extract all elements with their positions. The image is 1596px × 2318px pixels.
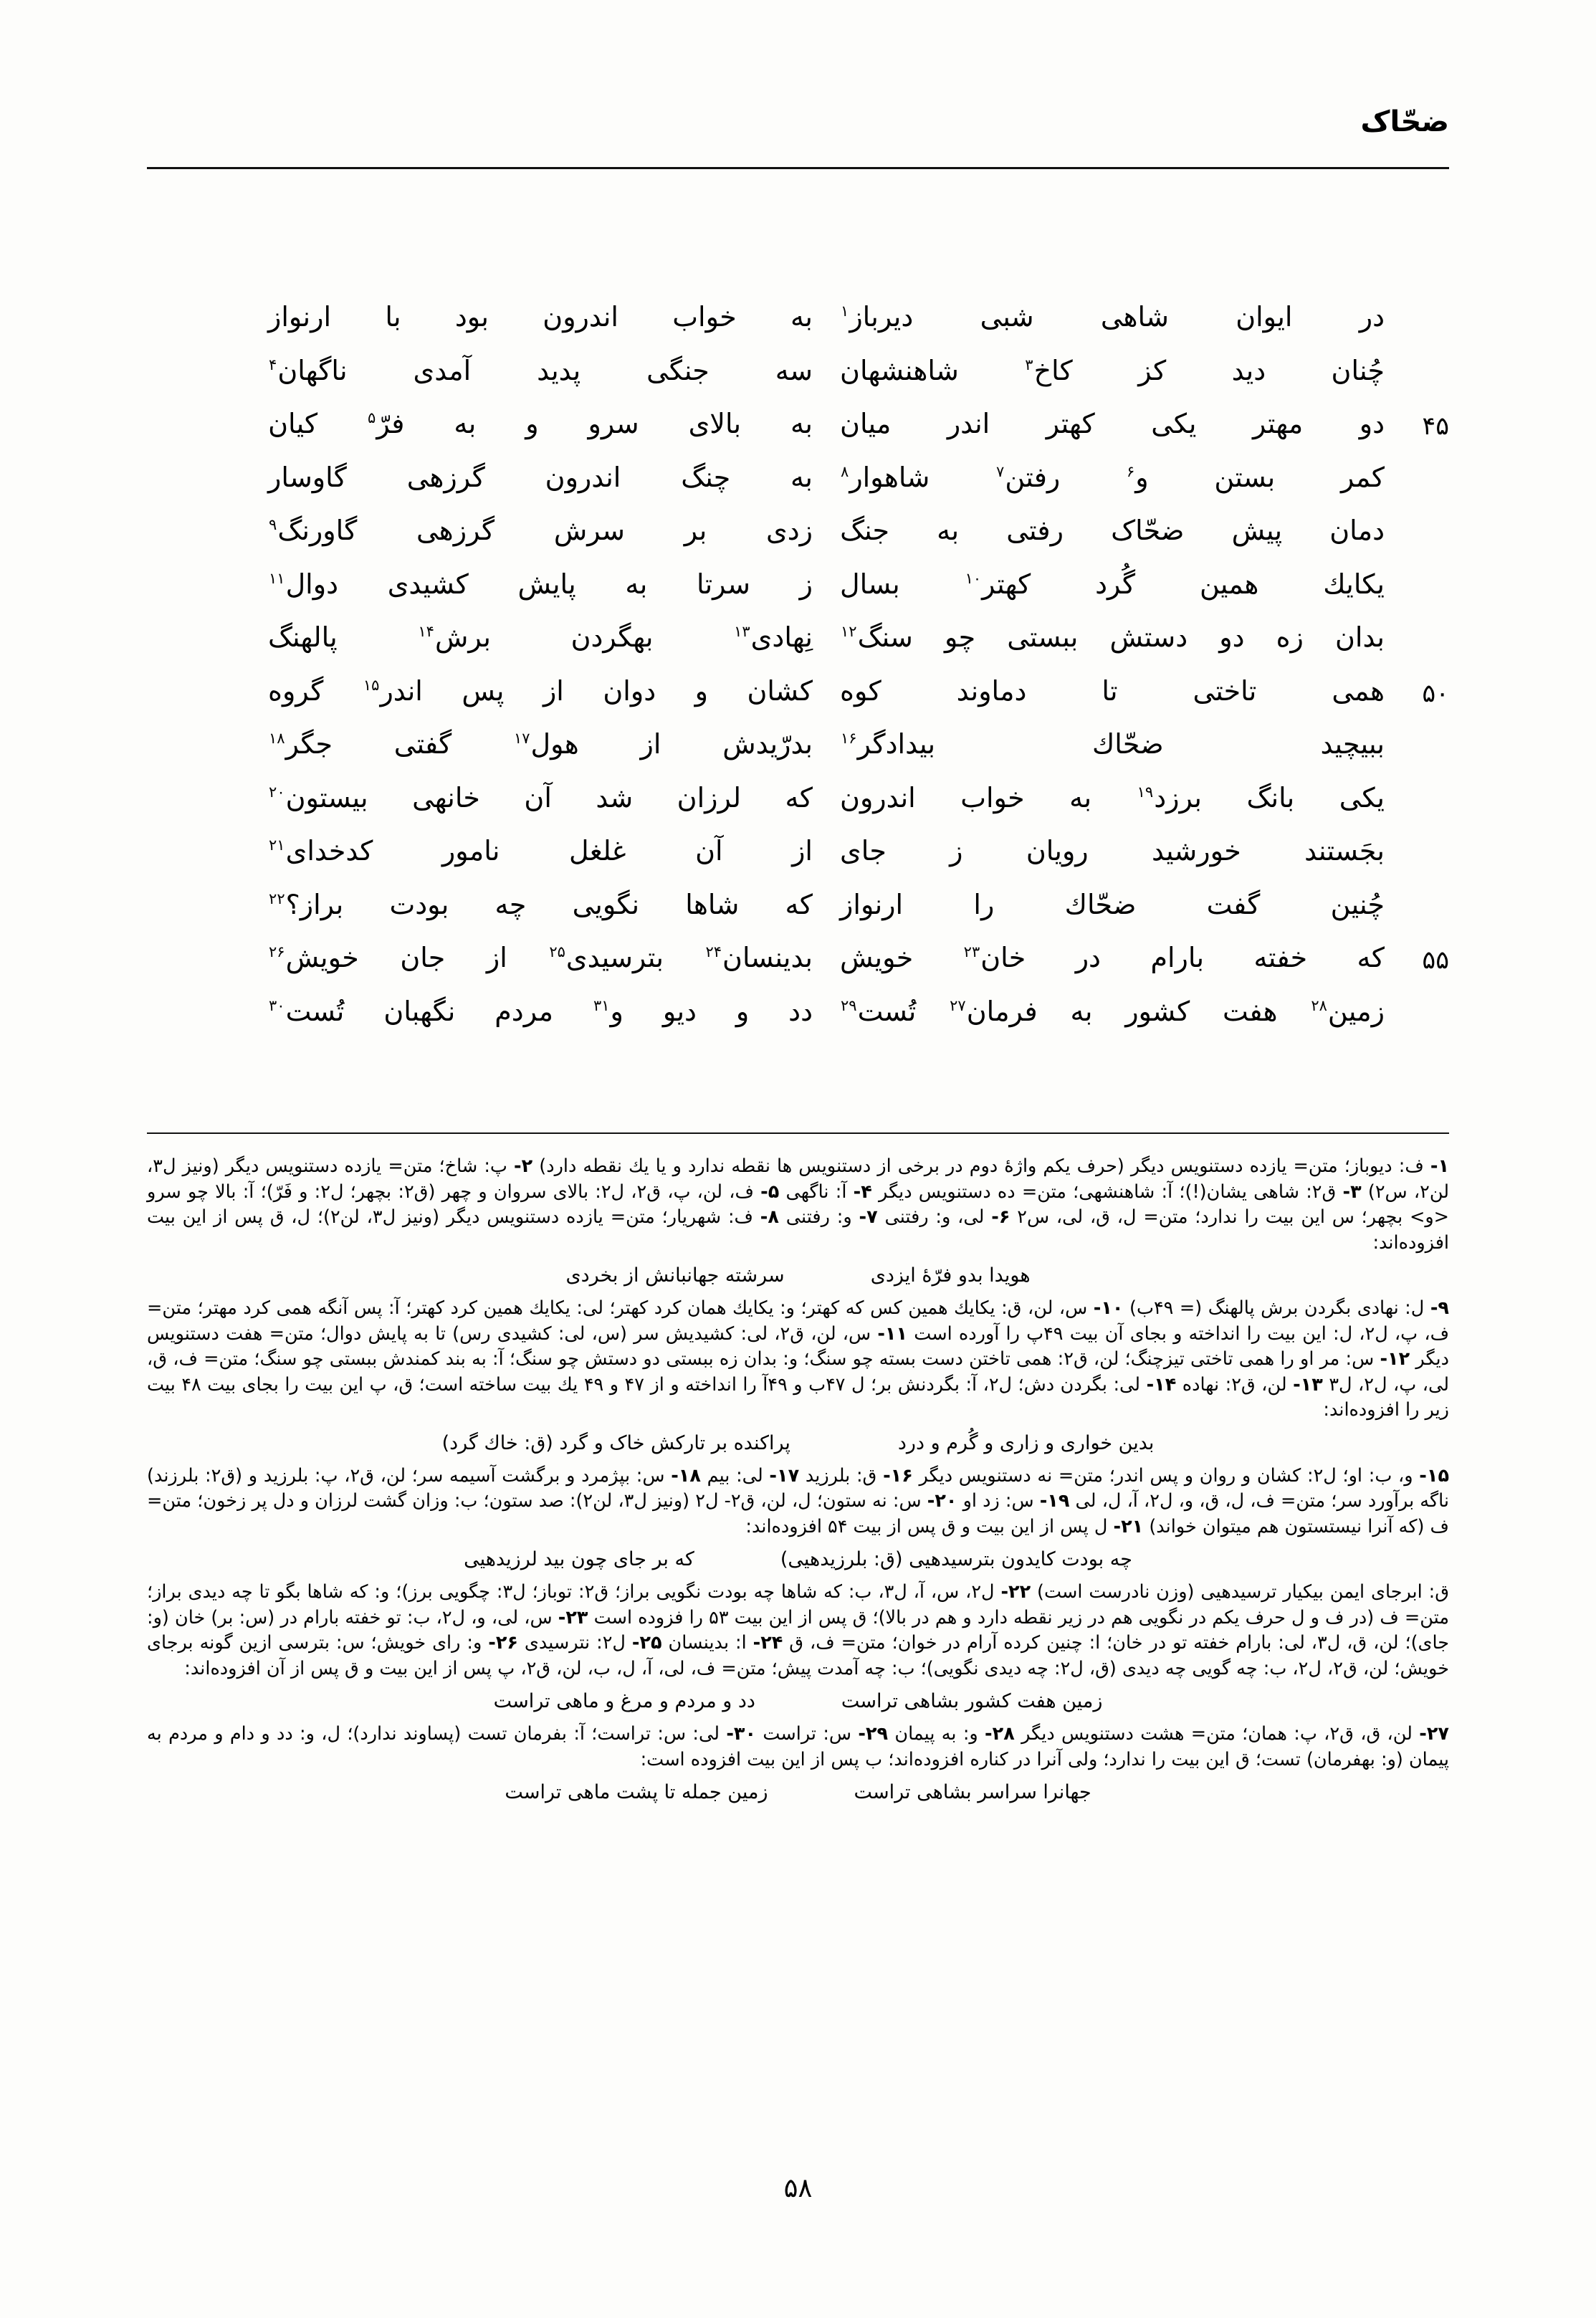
inset-hemistich-second: پراکنده بر تارکش خاک و گرد (ق: خاك گرد) bbox=[441, 1431, 790, 1454]
verse-word: ارنواز bbox=[268, 301, 332, 333]
verse-word: نگهبان bbox=[383, 995, 456, 1027]
verse-word: یکی bbox=[1339, 781, 1385, 814]
verse-word: گرزهی bbox=[406, 461, 485, 493]
verse-word: در bbox=[1359, 301, 1385, 333]
hemistich-first bbox=[826, 942, 1385, 973]
inset-hemistich-second: دد و مردم و مرغ و ماهی تراست bbox=[493, 1690, 755, 1712]
verse-word: شبی bbox=[980, 301, 1034, 333]
inset-hemistich-first: چه بودت کایدون بترسیدهیی (ق: بلرزیدهیی) bbox=[780, 1548, 1132, 1570]
verse-row bbox=[147, 835, 1449, 889]
apparatus-lemma: ۶- bbox=[991, 1206, 1010, 1228]
verse-word: کشور bbox=[1125, 995, 1190, 1027]
verse-word: شد bbox=[596, 781, 634, 814]
verse-row bbox=[147, 568, 1449, 622]
verse-word: ضحّاك bbox=[1091, 728, 1164, 760]
verse-row bbox=[147, 301, 1449, 355]
verse-number: ۵۰ bbox=[1422, 679, 1449, 708]
verse-word: از bbox=[486, 942, 507, 973]
verse-word: شاهوار$^۸$ bbox=[841, 461, 930, 493]
verse-word: نامور bbox=[441, 835, 500, 867]
footnote-marker: ۲۹ bbox=[841, 996, 857, 1014]
footnote-marker: ۲۳ bbox=[963, 943, 980, 961]
verse-word: لرزان bbox=[677, 781, 742, 814]
verse-word: آن bbox=[695, 835, 723, 867]
hemistich-second bbox=[268, 835, 826, 867]
verse-word: بدرّیدش bbox=[722, 728, 813, 760]
verse-number: ۴۵ bbox=[1422, 412, 1449, 441]
inset-hemistich-first: هویدا بدو فرّهٔ ایزدی bbox=[870, 1264, 1031, 1287]
hemistich-first bbox=[826, 782, 1385, 814]
apparatus-lemma: ۳- bbox=[1342, 1181, 1362, 1203]
verse-word: اندرون bbox=[543, 301, 618, 333]
verse-word: خورشید bbox=[1152, 835, 1241, 867]
verse-word: خان$^{۲۳}$ bbox=[963, 942, 1026, 973]
hemistich-first bbox=[826, 568, 1385, 600]
verse-word: فرّ$^۵$ bbox=[368, 408, 405, 439]
hemistich-first bbox=[826, 889, 1385, 920]
apparatus-lemma: ۸- bbox=[760, 1206, 779, 1228]
hemistich-first bbox=[826, 621, 1385, 653]
verse-word: ببستی bbox=[1007, 621, 1079, 653]
verse-word: میان bbox=[840, 408, 892, 439]
footnote-marker: ۲۶ bbox=[269, 943, 285, 961]
verse-word: تُست$^{۳۰}$ bbox=[269, 995, 345, 1027]
verse-number bbox=[1385, 996, 1449, 1000]
critical-apparatus bbox=[147, 1154, 1449, 1813]
verse-word: خانهی bbox=[412, 781, 480, 814]
verse-word: جنگی bbox=[646, 354, 709, 386]
footnote-marker: ۹ bbox=[269, 516, 277, 534]
footnote-marker: ۱۲ bbox=[841, 623, 857, 641]
hemistich-second bbox=[268, 782, 826, 814]
verse-row bbox=[147, 996, 1449, 1049]
apparatus-lemma: ۲۸- bbox=[985, 1723, 1015, 1745]
verse-word: دیو bbox=[662, 995, 697, 1027]
verse-word: چُنان bbox=[1331, 354, 1385, 386]
hemistich-first bbox=[826, 462, 1385, 493]
verse-word: فرمان$^{۲۷}$ bbox=[950, 995, 1038, 1027]
verse-word: رفتی bbox=[1006, 515, 1064, 546]
verse-row bbox=[147, 462, 1449, 515]
verse-number bbox=[1385, 728, 1449, 733]
verse-word: تا bbox=[1102, 674, 1118, 707]
verse-row bbox=[147, 515, 1449, 568]
verse-word: دماوند bbox=[956, 674, 1027, 707]
hemistich-second bbox=[268, 355, 826, 386]
apparatus-lemma: ۲- bbox=[514, 1155, 533, 1177]
inset-quoted-verse bbox=[147, 1423, 1449, 1464]
verse-word: جنگ bbox=[840, 515, 890, 546]
verse-word: در bbox=[1075, 942, 1101, 973]
verse-word: چنگ bbox=[681, 461, 731, 493]
verse-word: بیستون$^{۲۰}$ bbox=[269, 781, 368, 814]
verse-word: یکی bbox=[1151, 408, 1197, 439]
verse-word: سرش bbox=[553, 515, 626, 546]
verse-row bbox=[147, 355, 1449, 409]
verse-row bbox=[147, 942, 1449, 996]
apparatus-lemma: ۲۶- bbox=[488, 1632, 518, 1654]
verse-word: اندرون bbox=[545, 461, 621, 493]
verse-number bbox=[1385, 515, 1449, 519]
footnote-marker: ۶ bbox=[1126, 462, 1135, 480]
folio-number: ۵۸ bbox=[783, 2172, 813, 2203]
verse-word: ایوان bbox=[1236, 301, 1293, 333]
verse-word: دمان bbox=[1329, 515, 1385, 546]
verse-word: جای bbox=[840, 835, 887, 867]
running-head: ضحّاک bbox=[1360, 105, 1449, 138]
apparatus-lemma: ۲۲- bbox=[1000, 1581, 1031, 1603]
hemistich-first bbox=[826, 996, 1385, 1027]
verse-word: دید bbox=[1231, 354, 1266, 386]
verse-word: بهگردن bbox=[570, 621, 654, 653]
verse-word: دستش bbox=[1109, 621, 1188, 653]
verse-word: کشیدی bbox=[387, 568, 469, 600]
apparatus-lemma: ۱۷- bbox=[769, 1464, 800, 1487]
verse-word: گُرد bbox=[1095, 568, 1136, 600]
verse-word: هفت bbox=[1222, 995, 1278, 1027]
hemistich-second bbox=[268, 621, 826, 653]
verse-word: آن bbox=[524, 781, 552, 814]
verse-word: همی bbox=[1332, 674, 1385, 707]
verse-word: پدید bbox=[537, 354, 581, 386]
verse-row bbox=[147, 675, 1449, 729]
apparatus-lemma: ۲۱- bbox=[1113, 1515, 1144, 1537]
verse-word: خفته bbox=[1253, 942, 1308, 973]
apparatus-lemma: ۲۹- bbox=[858, 1723, 889, 1745]
verse-word: دو bbox=[1219, 621, 1245, 653]
apparatus-paragraph: ق: ابرجای ایمن بیكیار ترسیدهیی (وزن نادرست است) ۲۲- ل۲، س، آ، ل۳، ب: که شاها چه بودت نگویی براز؛ ق۲: توباز؛ ل۳: چگویی برز)؛ و: که شاها بگو تا چه دیدی براز؛ متن= ف (در ف و ل حرف یكم در نگویی هم در زیر نقطه دارد و هم در بالا)؛ ق پس از این بیت ۵۳ را فزوده است ۲۳- س، لی، و، ل۲، ب: تو خفته بارام در (س: بر) خان (و: جای)؛ لن، ق، ل۳، لی: بارام خفته تو در خان؛ ا: چنین کرده آرام در خوان؛ متن= ف، ق ۲۴- ا: بدینسان ۲۵- ل۲: نترسیدی ۲۶- و: رای خویش؛ س: بترسی ازین گونه برجای خویش؛ لن، ق۲، ل۲، ب: چه گویی چه دیدی (ق، ل۲: چه دیدی نگویی)؛ ب: چه آمدت پیش؛ متن= ف، لی، آ، ل، ب، لن، ق۲، پ پس از این بیت و ق پس از آن افزوده‌اند: bbox=[147, 1581, 1450, 1679]
apparatus-lemma: ۱۳- bbox=[1293, 1373, 1323, 1396]
apparatus-lemma: ۴- bbox=[853, 1181, 872, 1203]
footnote-marker: ۵ bbox=[368, 409, 376, 427]
verse-word: گفتی bbox=[393, 728, 452, 760]
inset-hemistich-second: زمین جمله تا پشت ماهی تراست bbox=[505, 1781, 768, 1803]
verse-word: به bbox=[1069, 781, 1092, 814]
verse-word: کیان bbox=[268, 408, 318, 439]
verse-word: ارنواز bbox=[840, 888, 904, 920]
verse-word: گاورنگ$^۹$ bbox=[269, 515, 358, 546]
verse-number bbox=[1385, 355, 1449, 359]
verse-word: کهتر bbox=[1046, 408, 1095, 439]
verse-word: و bbox=[694, 674, 708, 707]
verse-word: زدی bbox=[765, 515, 813, 546]
verse-number bbox=[1385, 621, 1449, 626]
hemistich-second bbox=[268, 675, 826, 707]
footnote-marker: ۲۲ bbox=[269, 889, 285, 907]
verse-word: به bbox=[790, 461, 813, 493]
verse-word: بدان bbox=[1335, 621, 1385, 653]
footnote-marker: ۲۱ bbox=[269, 836, 285, 854]
verse-word: مهتر bbox=[1252, 408, 1304, 439]
apparatus-lemma: ۱۱- bbox=[877, 1322, 908, 1345]
verse-word: رویان bbox=[1026, 835, 1089, 867]
apparatus-lemma: ۷- bbox=[859, 1206, 878, 1228]
verse-word: غلغل bbox=[568, 835, 626, 867]
inset-quoted-verse bbox=[147, 1773, 1449, 1813]
verse-word: بودت bbox=[389, 888, 449, 920]
verse-row bbox=[147, 889, 1449, 943]
apparatus-rule bbox=[147, 1132, 1449, 1134]
verse-word: بر bbox=[684, 515, 707, 546]
apparatus-lemma: ۹- bbox=[1430, 1297, 1449, 1319]
apparatus-paragraph: ۲۷- لن، ق، ق۲، پ: همان؛ متن= هشت دستنویس دیگر ۲۸- و: به پیمان ۲۹- س: تراست ۳۰- لی: س: تراست؛ آ: بفرمان تست (پساوند ندارد)؛ ل، و: دد و دام و مردم به پیمان (و: بهفرمان) تست؛ ق این بیت را ندارد؛ ولی آنرا در کناره افزوده‌اند؛ ب پس از این بیت افزوده است: bbox=[147, 1723, 1449, 1770]
verse-word: بیدادگر$^{۱۶}$ bbox=[841, 728, 936, 760]
footnote-marker: ۱۴ bbox=[418, 623, 434, 641]
verse-word: دیرباز$^۱$ bbox=[841, 301, 914, 333]
verse-number bbox=[1385, 462, 1449, 466]
verse-word: بدینسان$^{۲۴}$ bbox=[705, 942, 813, 973]
apparatus-lemma: ۱- bbox=[1430, 1155, 1450, 1177]
verse-word: کشان bbox=[747, 674, 813, 707]
apparatus-lemma: ۲۰- bbox=[927, 1490, 957, 1512]
page-header bbox=[147, 105, 1449, 186]
verse-block bbox=[147, 301, 1449, 1049]
apparatus-lemma: ۱۲- bbox=[1380, 1348, 1410, 1370]
hemistich-second bbox=[268, 942, 826, 973]
verse-word: آمدی bbox=[413, 354, 472, 386]
verse-word: بترسیدی$^{۲۵}$ bbox=[549, 942, 664, 973]
apparatus-paragraph: ۱- ف: دیوباز؛ متن= یازده دستنویس دیگر (حرف یکم واژهٔ دوم در برخی از دستنویس ها نقطه ندارد و یا یك نقطه دارد) ۲- پ: شاخ؛ متن= یازده دستنویس دیگر (ونیز ل۳، لن۲، س۲) ۳- ق۲: شاهی یشان(!)؛ آ: شاهنشهی؛ متن= ده دستنویس دیگر ۴- آ: ناگهی ۵- ف، لن، پ، ق۲، ل۲: بالای سروان و چهر (ق۲: بچهر؛ ل۲: و فَرّ)؛ آ: بالا چو سرو <و> بچهر؛ س این بیت را ندارد؛ متن= ل، ق، لی، س۲ ۶- لی، و: رفتنی ۷- و: رفتنی ۸- ف: شهریار؛ متن= یازده دستنویس دیگر (ونیز ل۳، لن۲)؛ ل، ق پس از این بیت افزوده‌اند: bbox=[147, 1155, 1450, 1254]
hemistich-second bbox=[268, 301, 826, 333]
verse-number bbox=[1385, 568, 1449, 573]
verse-word: به bbox=[790, 301, 813, 333]
verse-word: براز؟$^{۲۲}$ bbox=[269, 888, 344, 920]
verse-word: پالهنگ bbox=[268, 621, 338, 653]
verse-word: کدخدای$^{۲۱}$ bbox=[269, 835, 373, 867]
verse-number bbox=[1385, 301, 1449, 305]
verse-word: خویش bbox=[840, 942, 914, 973]
apparatus-lemma: ۱۴- bbox=[1146, 1373, 1177, 1396]
inset-hemistich-first: بدین خواری و زاری و گُرم و درد bbox=[897, 1431, 1155, 1454]
inset-hemistich-first: جهانرا سراسر بشاهی تراست bbox=[854, 1781, 1091, 1803]
verse-word: چُنین bbox=[1330, 888, 1385, 920]
verse-number bbox=[1385, 835, 1449, 839]
verse-word: بستن bbox=[1214, 461, 1276, 493]
apparatus-lemma: ۵- bbox=[760, 1181, 780, 1203]
footnote-marker: ۳۱ bbox=[593, 996, 610, 1014]
verse-word: ز bbox=[950, 835, 963, 867]
verse-word: خواب bbox=[672, 301, 737, 333]
inset-hemistich-second: سرشته جهانبانش از بخردی bbox=[565, 1264, 785, 1287]
verse-word: مردم bbox=[494, 995, 554, 1027]
verse-word: به bbox=[625, 568, 648, 600]
verse-word: به bbox=[790, 408, 813, 439]
verse-word: را bbox=[973, 888, 995, 920]
verse-word: دوال$^{۱۱}$ bbox=[269, 568, 339, 600]
verse-word: پیش bbox=[1231, 515, 1283, 546]
inset-hemistich-first: زمین هفت کشور بشاهی تراست bbox=[841, 1690, 1103, 1712]
verse-word: سرو bbox=[588, 408, 639, 439]
inset-quoted-verse bbox=[147, 1682, 1449, 1722]
footnote-marker: ۱۶ bbox=[841, 730, 857, 748]
footnote-marker: ۸ bbox=[841, 462, 849, 480]
verse-word: ببیچید bbox=[1320, 728, 1385, 760]
hemistich-first bbox=[826, 675, 1385, 707]
apparatus-lemma: ۱۵- bbox=[1419, 1464, 1450, 1487]
verse-word: ضحّاك bbox=[1064, 888, 1137, 920]
footnote-marker: ۲۷ bbox=[950, 996, 966, 1014]
footnote-marker: ۱۰ bbox=[965, 569, 982, 587]
verse-row bbox=[147, 621, 1449, 675]
verse-word: دو bbox=[1359, 408, 1385, 439]
verse-word: شاهنشهان bbox=[840, 354, 959, 386]
footnote-marker: ۴ bbox=[269, 356, 277, 373]
verse-number: ۵۵ bbox=[1422, 946, 1449, 975]
verse-word: بود bbox=[454, 301, 489, 333]
footnote-marker: ۲۰ bbox=[269, 783, 285, 801]
hemistich-second bbox=[268, 462, 826, 493]
hemistich-second bbox=[268, 568, 826, 600]
verse-word: از bbox=[543, 674, 564, 707]
hemistich-first bbox=[826, 835, 1385, 867]
apparatus-lemma: ۲۵- bbox=[631, 1632, 662, 1654]
verse-word: اندر$^{۱۵}$ bbox=[363, 674, 423, 707]
verse-word: به bbox=[937, 515, 960, 546]
verse-word: همین bbox=[1199, 568, 1259, 600]
verse-word: بالای bbox=[688, 408, 742, 439]
verse-word: ز bbox=[799, 568, 813, 600]
verse-word: که bbox=[785, 781, 813, 814]
verse-word: گرزهی bbox=[416, 515, 495, 546]
hemistich-second bbox=[268, 728, 826, 760]
apparatus-paragraph: ۱۵- و، ب: او؛ ل۲: کشان و روان و پس اندر؛ متن= نه دستنویس دیگر ۱۶- ق: بلرزید ۱۷- لی: بیم ۱۸- س: بپژمرد و برگشت آسیمه سر؛ لن، ق۲، پ: بلرزید و (ق۲: بلرزند) ناگه برآورد سر؛ متن= ف، ل، ق، و، ل۲، آ، ل، لی ۱۹- س: زد او ۲۰- س: نه ستون؛ ل، لن، ق۲- ل۲ (ونیز ل۳، لن۲): صد ستون؛ ب: وزان گشت لرزان و دل پر زخون؛ متن= ف (که آنرا نیستستون هم میتوان خواند) ۲۱- ل پس از این بیت و ق پس از بیت ۵۴ افزوده‌اند: bbox=[147, 1464, 1450, 1537]
verse-word: بسال bbox=[840, 568, 900, 600]
verse-number bbox=[1385, 889, 1449, 893]
verse-word: پس bbox=[462, 674, 505, 707]
footnote-marker: ۱۵ bbox=[363, 676, 380, 694]
verse-word: و$^{۳۱}$ bbox=[593, 995, 623, 1027]
verse-word: چه bbox=[494, 888, 527, 920]
verse-word: دوان bbox=[603, 674, 656, 707]
apparatus-lemma: ۱۹- bbox=[1039, 1490, 1070, 1512]
inset-quoted-verse bbox=[147, 1540, 1449, 1580]
verse-word: کوه bbox=[840, 674, 881, 707]
verse-word: شاها bbox=[685, 888, 740, 920]
hemistich-first bbox=[826, 355, 1385, 386]
footnote-marker: ۷ bbox=[996, 462, 1005, 480]
footnote-marker: ۱۱ bbox=[269, 569, 285, 587]
verse-word: برزد$^{۱۹}$ bbox=[1137, 781, 1203, 814]
verse-word: خواب bbox=[960, 781, 1025, 814]
verse-word: گاوسار bbox=[268, 461, 347, 493]
apparatus-paragraph: ۹- ل: نهادی بگردن برش پالهنگ (= ۴۹ب) ۱۰- س، لن، ق: یكایك همین کس که کهتر؛ و: یكایك همان کرد کهتر؛ لی: یكایك همین کرد کهتر؛ آ: پس آنگه همی کرد مهتر؛ متن= ف، پ، ل۲، ل: این بیت را انداخته و بجای آن بیت ۴۹پ را آورده است ۱۱- س، لن، ق۲، لی: کشیدیش سر (س، لی: کشیدی رس) تا به پایش دوال؛ متن= هفت دستنویس دیگر ۱۲- س: مر او را همی تاختی تیزچنگ؛ لن، ق۲: همی تاختن دست بسته چو سنگ؛ و: بدان زه ببستی دو دستش چو سنگ؛ آ: به بند کمندش ببستی چو سنگ؛ متن= ف، ق، لی، پ، ل۲، ل۳ ۱۳- لن، ق۲: نهاده ۱۴- لی: بگردن دش؛ ل۲، آ: بگردنش بر؛ ل ۴۷ب و ۴۹آ را انداخته و از ۴۷ و ۴۹ یك بیت ساخته است؛ ق، پ این بیت را بجای بیت ۴۸ بیت زیر را افزوده‌اند: bbox=[147, 1297, 1450, 1421]
hemistich-second bbox=[268, 515, 826, 546]
verse-word: شاهی bbox=[1100, 301, 1169, 333]
hemistich-second bbox=[268, 408, 826, 439]
header-rule bbox=[147, 167, 1449, 169]
verse-word: جان bbox=[400, 942, 446, 973]
verse-word: نِهادی$^{۱۳}$ bbox=[734, 621, 813, 653]
footnote-marker: ۲۸ bbox=[1311, 996, 1327, 1014]
verse-word: اندر bbox=[947, 408, 990, 439]
apparatus-lemma: ۱۶- bbox=[883, 1464, 913, 1487]
verse-word: تاختی bbox=[1193, 674, 1257, 707]
verse-word: ناگهان$^۴$ bbox=[269, 354, 348, 386]
apparatus-lemma: ۲۷- bbox=[1419, 1723, 1449, 1745]
verse-word: گروه bbox=[268, 674, 324, 707]
verse-word: کمر bbox=[1340, 461, 1385, 493]
verse-word: و$^۶$ bbox=[1126, 461, 1149, 493]
verse-word: اندرون bbox=[840, 781, 916, 814]
verse-word: و bbox=[735, 995, 750, 1027]
inset-hemistich-second: که بر جای چون بید لرزیدهیی bbox=[464, 1548, 694, 1570]
verse-word: که bbox=[1357, 942, 1385, 973]
apparatus-lemma: ۲۴- bbox=[752, 1632, 783, 1654]
verse-word: چو bbox=[945, 621, 976, 653]
verse-word: دد bbox=[788, 995, 813, 1027]
hemistich-first bbox=[826, 728, 1385, 760]
verse-row bbox=[147, 782, 1449, 836]
verse-row bbox=[147, 728, 1449, 782]
verse-row bbox=[147, 408, 1449, 462]
hemistich-second bbox=[268, 996, 826, 1027]
verse-word: رفتن$^۷$ bbox=[996, 461, 1061, 493]
footnote-marker: ۱۳ bbox=[734, 623, 750, 641]
verse-word: و bbox=[525, 408, 539, 439]
footnote-marker: ۲۵ bbox=[549, 943, 565, 961]
verse-word: از bbox=[792, 835, 813, 867]
verse-word: یكایك bbox=[1323, 568, 1385, 600]
verse-word: از bbox=[640, 728, 661, 760]
verse-word: سه bbox=[775, 354, 813, 386]
verse-word: به bbox=[454, 408, 477, 439]
verse-word: زه bbox=[1276, 621, 1304, 653]
verse-word: با bbox=[385, 301, 401, 333]
footnote-marker: ۱ bbox=[841, 302, 849, 320]
inset-quoted-verse bbox=[147, 1256, 1449, 1296]
footnote-marker: ۳ bbox=[1025, 356, 1033, 373]
apparatus-lemma: ۱۰- bbox=[1093, 1297, 1124, 1319]
verse-word: بارام bbox=[1150, 942, 1205, 973]
footnote-marker: ۱۸ bbox=[269, 730, 285, 748]
verse-word: برش$^{۱۴}$ bbox=[418, 621, 491, 653]
verse-word: گفت bbox=[1206, 888, 1261, 920]
footnote-marker: ۱۹ bbox=[1137, 783, 1154, 801]
verse-word: کاخ$^۳$ bbox=[1025, 354, 1073, 386]
verse-word: بانگ bbox=[1246, 781, 1295, 814]
verse-word: به bbox=[1070, 995, 1093, 1027]
hemistich-first bbox=[826, 515, 1385, 546]
hemistich-first bbox=[826, 301, 1385, 333]
verse-word: سنگ$^{۱۲}$ bbox=[841, 621, 913, 653]
verse-word: جگر$^{۱۸}$ bbox=[269, 728, 333, 760]
verse-word: تُست$^{۲۹}$ bbox=[841, 995, 917, 1027]
verse-word: پایش bbox=[517, 568, 576, 600]
footnote-marker: ۱۷ bbox=[513, 730, 530, 748]
apparatus-lemma: ۳۰- bbox=[726, 1723, 757, 1745]
hemistich-first bbox=[826, 408, 1385, 439]
verse-word: که bbox=[785, 888, 813, 920]
apparatus-lemma: ۲۳- bbox=[558, 1606, 588, 1628]
verse-word: سرتا bbox=[697, 568, 750, 600]
verse-word: خویش$^{۲۶}$ bbox=[269, 942, 359, 973]
footnote-marker: ۳۰ bbox=[269, 996, 285, 1014]
footnote-marker: ۲۴ bbox=[705, 943, 722, 961]
verse-word: زمین$^{۲۸}$ bbox=[1311, 995, 1385, 1027]
verse-word: کهتر$^{۱۰}$ bbox=[965, 568, 1031, 600]
verse-word: نگویی bbox=[572, 888, 640, 920]
verse-word: هول$^{۱۷}$ bbox=[513, 728, 579, 760]
hemistich-second bbox=[268, 889, 826, 920]
verse-word: ضحّاک bbox=[1111, 515, 1185, 546]
verse-word: بجَستند bbox=[1304, 835, 1385, 867]
verse-number bbox=[1385, 782, 1449, 786]
verse-word: کز bbox=[1138, 354, 1167, 386]
apparatus-lemma: ۱۸- bbox=[671, 1464, 701, 1487]
